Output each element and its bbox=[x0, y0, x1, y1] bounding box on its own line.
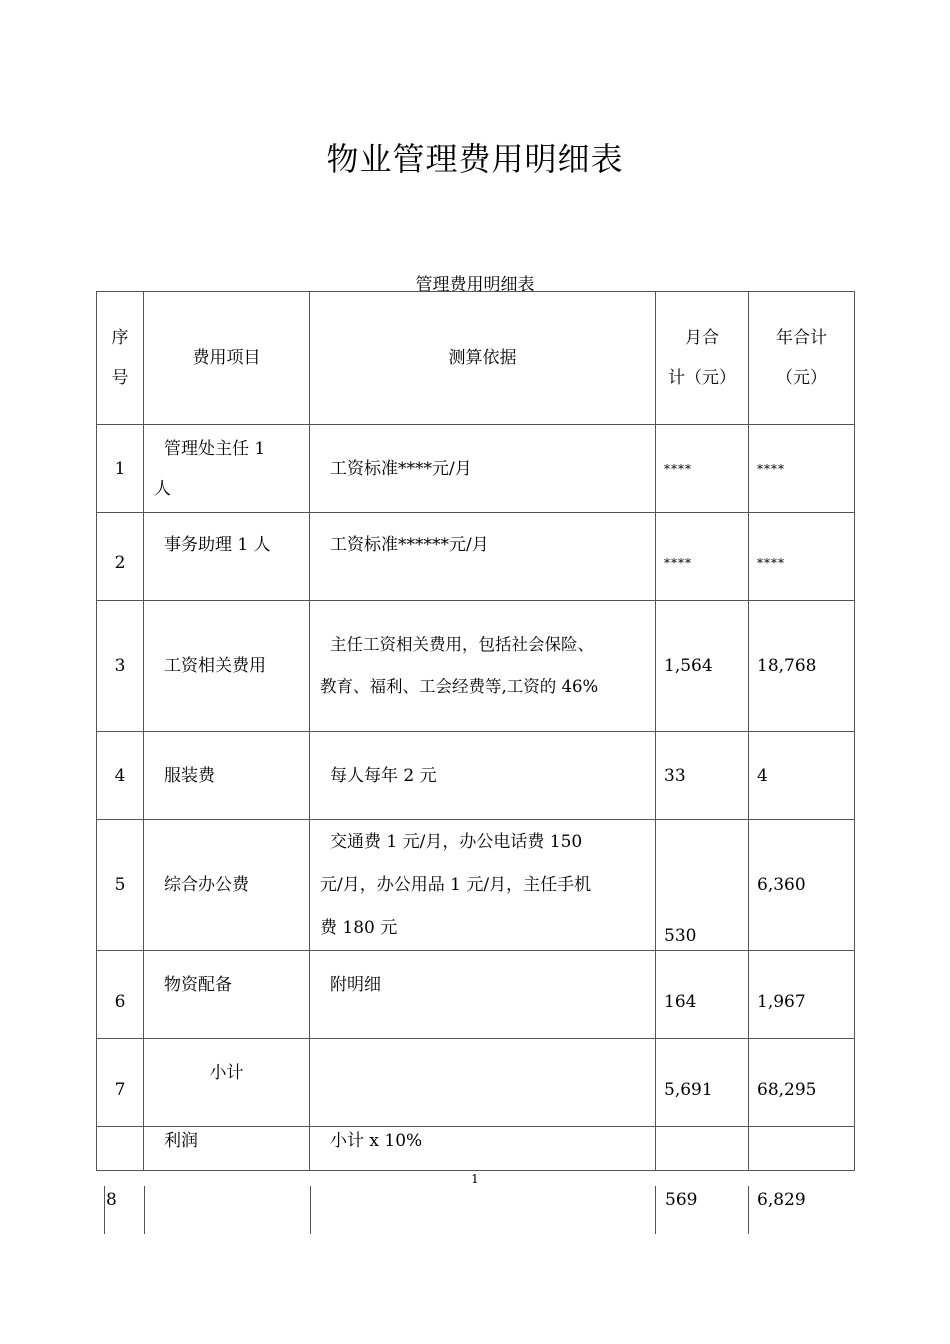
row-basis: 附明细 bbox=[330, 975, 381, 995]
row-seq: 7 bbox=[114, 1079, 126, 1100]
row-seq: 4 bbox=[114, 765, 126, 786]
header-seq: 序 号 bbox=[111, 328, 129, 388]
row-monthly: **** bbox=[664, 461, 692, 476]
row-basis: 每人每年 2 元 bbox=[330, 765, 437, 786]
row-item: 物资配备 bbox=[164, 975, 232, 995]
row-item: 事务助理 1 人 bbox=[164, 535, 271, 555]
row-monthly: 5,691 bbox=[664, 1079, 713, 1100]
row-yearly: 68,295 bbox=[757, 1079, 817, 1100]
row-monthly: 1,564 bbox=[664, 656, 713, 676]
table-row bbox=[97, 1127, 855, 1171]
continuation-seq: 8 bbox=[106, 1190, 117, 1210]
table-row bbox=[97, 601, 855, 732]
row-seq: 5 bbox=[114, 875, 126, 895]
page-title: 物业管理费用明细表 bbox=[326, 140, 624, 178]
column-divider bbox=[144, 1186, 145, 1234]
row-yearly: 6,360 bbox=[757, 875, 806, 895]
column-divider bbox=[104, 1186, 105, 1234]
column-divider bbox=[310, 1186, 311, 1234]
row-yearly: 1,967 bbox=[757, 991, 806, 1012]
row-yearly: 18,768 bbox=[757, 656, 817, 676]
fee-table bbox=[96, 291, 855, 1171]
row-monthly: 164 bbox=[664, 991, 697, 1012]
table-row bbox=[97, 513, 855, 601]
row-monthly: 530 bbox=[664, 926, 697, 946]
header-basis: 测算依据 bbox=[448, 348, 517, 368]
continuation-monthly: 569 bbox=[665, 1190, 698, 1210]
table-row bbox=[97, 732, 855, 820]
table-caption: 管理费用明细表 bbox=[415, 275, 535, 295]
row-item: 管理处主任 1 人 bbox=[154, 438, 266, 499]
page-number: 1 bbox=[471, 1172, 479, 1186]
row-basis: 工资标准******元/月 bbox=[330, 535, 489, 555]
row-yearly: 4 bbox=[757, 765, 768, 786]
table-row bbox=[97, 425, 855, 513]
continuation-yearly: 6,829 bbox=[757, 1190, 806, 1210]
row-item: 工资相关费用 bbox=[164, 656, 266, 676]
column-divider bbox=[748, 1186, 749, 1234]
row-monthly: **** bbox=[664, 555, 692, 570]
table-row bbox=[97, 1039, 855, 1127]
row-seq: 2 bbox=[114, 552, 126, 573]
row-basis: 交通费 1 元/月，办公电话费 150 元/月，办公用品 1 元/月，主任手机 费 180 元 bbox=[320, 831, 592, 938]
table-row bbox=[97, 820, 855, 951]
header-monthly: 月合 计（元） bbox=[668, 328, 736, 388]
row-item: 综合办公费 bbox=[164, 875, 249, 895]
header-yearly: 年合计 （元） bbox=[776, 328, 827, 388]
row-seq: 6 bbox=[114, 991, 126, 1012]
row-basis: 小计 x 10% bbox=[330, 1131, 423, 1151]
header-item: 费用项目 bbox=[192, 348, 261, 368]
row-basis: 工资标准****元/月 bbox=[330, 458, 472, 479]
column-divider bbox=[655, 1186, 656, 1234]
continuation-row bbox=[96, 1186, 854, 1234]
row-item: 利润 bbox=[164, 1131, 198, 1151]
row-seq: 1 bbox=[114, 458, 126, 479]
table-header-row bbox=[97, 292, 855, 425]
table-row bbox=[97, 951, 855, 1039]
row-yearly: **** bbox=[757, 555, 785, 570]
row-item: 服装费 bbox=[164, 765, 215, 786]
row-basis: 主任工资相关费用，包括社会保险、 教育、福利、工会经费等,工资的 46% bbox=[320, 635, 599, 696]
row-monthly: 33 bbox=[664, 765, 686, 786]
row-seq: 3 bbox=[114, 656, 126, 676]
row-yearly: **** bbox=[757, 461, 785, 476]
row-item: 小计 bbox=[209, 1063, 244, 1083]
